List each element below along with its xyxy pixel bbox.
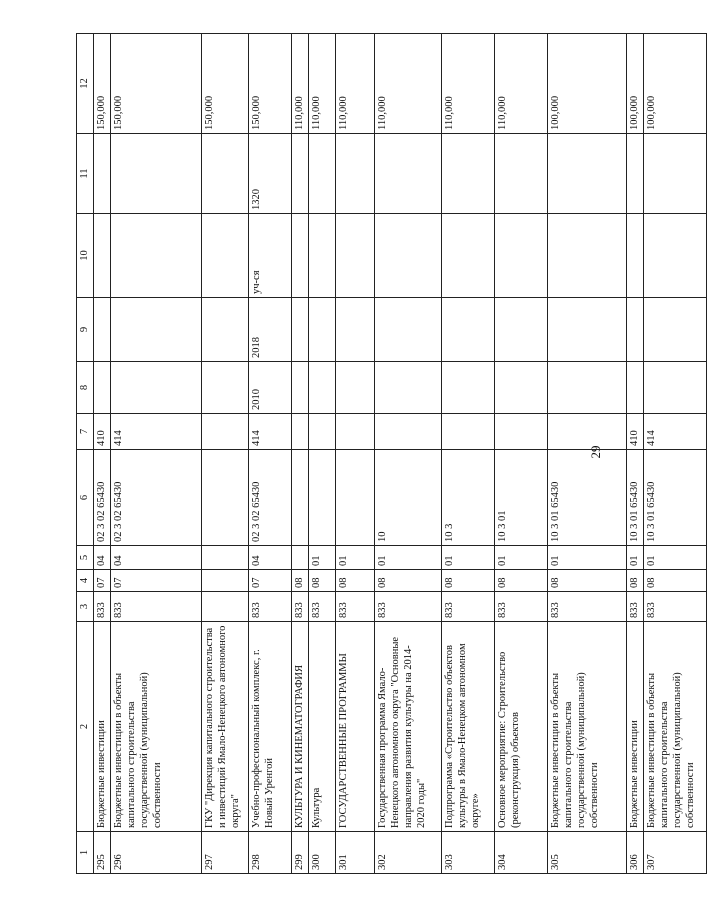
table-cell: 07 bbox=[94, 570, 111, 592]
table-cell bbox=[202, 134, 249, 214]
table-cell bbox=[202, 362, 249, 414]
table-cell bbox=[548, 134, 627, 214]
table-cell: 833 bbox=[627, 592, 644, 622]
budget-table bbox=[76, 33, 707, 874]
table-cell bbox=[309, 414, 336, 450]
table-cell: 10 3 01 65430 bbox=[627, 450, 644, 546]
table-cell bbox=[292, 546, 309, 570]
table-row bbox=[442, 34, 495, 874]
table-cell: 414 bbox=[249, 414, 292, 450]
table-cell: 08 bbox=[336, 570, 375, 592]
table-cell bbox=[495, 414, 548, 450]
table-cell: 07 bbox=[111, 570, 202, 592]
table-cell: 150,000 bbox=[94, 34, 111, 134]
row-name-cell: Культура bbox=[309, 622, 336, 832]
table-cell bbox=[111, 214, 202, 298]
table-cell: 110,000 bbox=[442, 34, 495, 134]
table-cell: 100,000 bbox=[627, 34, 644, 134]
table-cell: 300 bbox=[309, 832, 336, 874]
table-cell bbox=[627, 134, 644, 214]
table-cell bbox=[202, 414, 249, 450]
table-cell: 02 3 02 65430 bbox=[249, 450, 292, 546]
table-cell: 07 bbox=[249, 570, 292, 592]
column-header: 5 bbox=[77, 546, 94, 570]
table-cell: 833 bbox=[249, 592, 292, 622]
table-cell bbox=[202, 546, 249, 570]
table-cell bbox=[495, 362, 548, 414]
table-cell bbox=[202, 570, 249, 592]
table-cell: 08 bbox=[442, 570, 495, 592]
table-cell: 833 bbox=[292, 592, 309, 622]
column-header: 4 bbox=[77, 570, 94, 592]
table-cell: 306 bbox=[627, 832, 644, 874]
table-cell: 2010 bbox=[249, 362, 292, 414]
table-cell: 298 bbox=[249, 832, 292, 874]
table-cell bbox=[202, 592, 249, 622]
table-cell: 150,000 bbox=[111, 34, 202, 134]
table-cell bbox=[202, 450, 249, 546]
table-cell: 02 3 02 65430 bbox=[94, 450, 111, 546]
table-cell: 305 bbox=[548, 832, 627, 874]
table-cell: 410 bbox=[94, 414, 111, 450]
table-cell: 01 bbox=[336, 546, 375, 570]
table-cell: 833 bbox=[309, 592, 336, 622]
table-cell bbox=[292, 214, 309, 298]
table-cell: 08 bbox=[644, 570, 707, 592]
table-cell bbox=[292, 450, 309, 546]
table-cell: 833 bbox=[548, 592, 627, 622]
table-cell: 04 bbox=[94, 546, 111, 570]
table-cell: 10 3 01 65430 bbox=[644, 450, 707, 546]
row-name-cell: Государственная программа Ямало-Ненецкого автономного округа "Основные направления развития культуры на 2014-2020 годы" bbox=[375, 622, 442, 832]
table-cell: 2018 bbox=[249, 298, 292, 362]
table-cell bbox=[548, 214, 627, 298]
table-cell: 08 bbox=[548, 570, 627, 592]
table-cell bbox=[292, 362, 309, 414]
table-cell: 833 bbox=[94, 592, 111, 622]
table-cell: 08 bbox=[309, 570, 336, 592]
row-name-cell: ГКУ "Дирекция капитального строительства и инвестиций Ямало-Ненецкого автономного округа" bbox=[202, 622, 249, 832]
table-cell: 02 3 02 65430 bbox=[111, 450, 202, 546]
column-header: 7 bbox=[77, 414, 94, 450]
table-cell bbox=[111, 298, 202, 362]
table-cell bbox=[375, 414, 442, 450]
table-cell bbox=[336, 414, 375, 450]
table-cell bbox=[627, 298, 644, 362]
row-name-cell: Бюджетные инвестиции в объекты капитального строительства государственной (муниципальной) собственности bbox=[111, 622, 202, 832]
column-header: 12 bbox=[77, 34, 94, 134]
table-cell: 302 bbox=[375, 832, 442, 874]
table-cell bbox=[292, 134, 309, 214]
table-cell bbox=[375, 214, 442, 298]
table-body bbox=[94, 34, 707, 874]
table-cell: 110,000 bbox=[495, 34, 548, 134]
row-name-cell: Основное мероприятие: Строительство (реконструкция) объектов bbox=[495, 622, 548, 832]
table-cell: 414 bbox=[644, 414, 707, 450]
row-name-cell: Бюджетные инвестиции в объекты капитального строительства государственной (муниципальной) собственности bbox=[644, 622, 707, 832]
table-cell: 10 3 01 bbox=[495, 450, 548, 546]
table-cell bbox=[111, 362, 202, 414]
table-cell bbox=[495, 298, 548, 362]
table-row bbox=[292, 34, 309, 874]
table-cell bbox=[94, 214, 111, 298]
row-name-cell: Бюджетные инвестиции в объекты капитального строительства государственной (муниципальной) собственности bbox=[548, 622, 627, 832]
table-cell: 1320 bbox=[249, 134, 292, 214]
table-row bbox=[627, 34, 644, 874]
table-cell: 410 bbox=[627, 414, 644, 450]
table-cell: 01 bbox=[495, 546, 548, 570]
table-cell bbox=[375, 362, 442, 414]
table-cell bbox=[94, 134, 111, 214]
table-cell bbox=[309, 214, 336, 298]
row-name-cell: КУЛЬТУРА И КИНЕМАТОГРАФИЯ bbox=[292, 622, 309, 832]
table-cell bbox=[375, 134, 442, 214]
table-cell bbox=[202, 214, 249, 298]
table-cell: 296 bbox=[111, 832, 202, 874]
table-cell bbox=[644, 214, 707, 298]
table-row bbox=[336, 34, 375, 874]
table-cell: 295 bbox=[94, 832, 111, 874]
table-cell: 110,000 bbox=[309, 34, 336, 134]
table-cell: 10 3 01 65430 bbox=[548, 450, 627, 546]
table-cell bbox=[442, 298, 495, 362]
table-cell bbox=[644, 362, 707, 414]
column-header: 9 bbox=[77, 298, 94, 362]
table-cell: 150,000 bbox=[249, 34, 292, 134]
table-cell bbox=[627, 362, 644, 414]
table-cell bbox=[442, 414, 495, 450]
row-name-cell: Учебно-профессиональный комплекс, г. Новый Уренгой bbox=[249, 622, 292, 832]
table-cell bbox=[548, 414, 627, 450]
table-row bbox=[202, 34, 249, 874]
column-header: 11 bbox=[77, 134, 94, 214]
table-cell: 833 bbox=[336, 592, 375, 622]
table-cell bbox=[644, 298, 707, 362]
table-cell: 150,000 bbox=[202, 34, 249, 134]
table-cell bbox=[336, 134, 375, 214]
table-cell bbox=[442, 362, 495, 414]
table-cell bbox=[627, 214, 644, 298]
table-cell: 01 bbox=[309, 546, 336, 570]
table-cell: 833 bbox=[111, 592, 202, 622]
table-cell bbox=[111, 134, 202, 214]
table-cell: 01 bbox=[627, 546, 644, 570]
column-header: 10 bbox=[77, 214, 94, 298]
row-name-cell: Бюджетные инвестиции bbox=[94, 622, 111, 832]
table-cell: 304 bbox=[495, 832, 548, 874]
table-cell: 414 bbox=[111, 414, 202, 450]
table-cell: 297 bbox=[202, 832, 249, 874]
table-cell bbox=[548, 362, 627, 414]
table-cell bbox=[495, 134, 548, 214]
table-cell: 100,000 bbox=[644, 34, 707, 134]
table-row bbox=[94, 34, 111, 874]
table-cell bbox=[442, 214, 495, 298]
table-cell: уч-ся bbox=[249, 214, 292, 298]
table-cell bbox=[442, 134, 495, 214]
table-cell: 100,000 bbox=[548, 34, 627, 134]
table-cell bbox=[292, 414, 309, 450]
rotated-table-wrapper bbox=[76, 34, 697, 874]
table-cell bbox=[336, 450, 375, 546]
row-name-cell: ГОСУДАРСТВЕННЫЕ ПРОГРАММЫ bbox=[336, 622, 375, 832]
table-cell bbox=[336, 298, 375, 362]
table-cell bbox=[202, 298, 249, 362]
table-cell bbox=[336, 362, 375, 414]
table-cell bbox=[94, 298, 111, 362]
table-cell: 08 bbox=[627, 570, 644, 592]
table-header-row bbox=[77, 34, 94, 874]
table-row bbox=[111, 34, 202, 874]
row-name-cell: Бюджетные инвестиции bbox=[627, 622, 644, 832]
table-cell: 833 bbox=[644, 592, 707, 622]
table-cell: 307 bbox=[644, 832, 707, 874]
table-row bbox=[249, 34, 292, 874]
table-cell bbox=[309, 134, 336, 214]
column-header: 6 bbox=[77, 450, 94, 546]
table-cell: 301 bbox=[336, 832, 375, 874]
column-header: 8 bbox=[77, 362, 94, 414]
row-name-cell: Подпрограмма «Строительство объектов культуры в Ямало-Ненецком автономном округе» bbox=[442, 622, 495, 832]
table-cell: 04 bbox=[111, 546, 202, 570]
table-cell bbox=[309, 362, 336, 414]
table-cell: 08 bbox=[292, 570, 309, 592]
table-cell: 110,000 bbox=[336, 34, 375, 134]
table-cell bbox=[548, 298, 627, 362]
table-cell bbox=[375, 298, 442, 362]
table-row bbox=[548, 34, 627, 874]
table-cell: 04 bbox=[249, 546, 292, 570]
table-row bbox=[375, 34, 442, 874]
table-row bbox=[309, 34, 336, 874]
table-cell: 833 bbox=[442, 592, 495, 622]
table-cell bbox=[336, 214, 375, 298]
table-cell: 08 bbox=[375, 570, 442, 592]
table-cell: 10 3 bbox=[442, 450, 495, 546]
table-cell bbox=[309, 298, 336, 362]
table-cell bbox=[292, 298, 309, 362]
table-row bbox=[644, 34, 707, 874]
table-cell: 110,000 bbox=[375, 34, 442, 134]
table-cell: 01 bbox=[375, 546, 442, 570]
table-cell: 01 bbox=[644, 546, 707, 570]
table-cell: 01 bbox=[442, 546, 495, 570]
table-cell: 303 bbox=[442, 832, 495, 874]
table-cell: 10 bbox=[375, 450, 442, 546]
table-cell: 833 bbox=[495, 592, 548, 622]
table-cell: 833 bbox=[375, 592, 442, 622]
table-cell: 110,000 bbox=[292, 34, 309, 134]
table-cell: 299 bbox=[292, 832, 309, 874]
column-header: 3 bbox=[77, 592, 94, 622]
table-cell: 08 bbox=[495, 570, 548, 592]
column-header: 1 bbox=[77, 832, 94, 874]
table-cell bbox=[644, 134, 707, 214]
column-header: 2 bbox=[77, 622, 94, 832]
table-cell: 01 bbox=[548, 546, 627, 570]
table-cell bbox=[495, 214, 548, 298]
page-number: 29 bbox=[588, 445, 603, 459]
table-cell bbox=[94, 362, 111, 414]
table-cell bbox=[309, 450, 336, 546]
table-row bbox=[495, 34, 548, 874]
